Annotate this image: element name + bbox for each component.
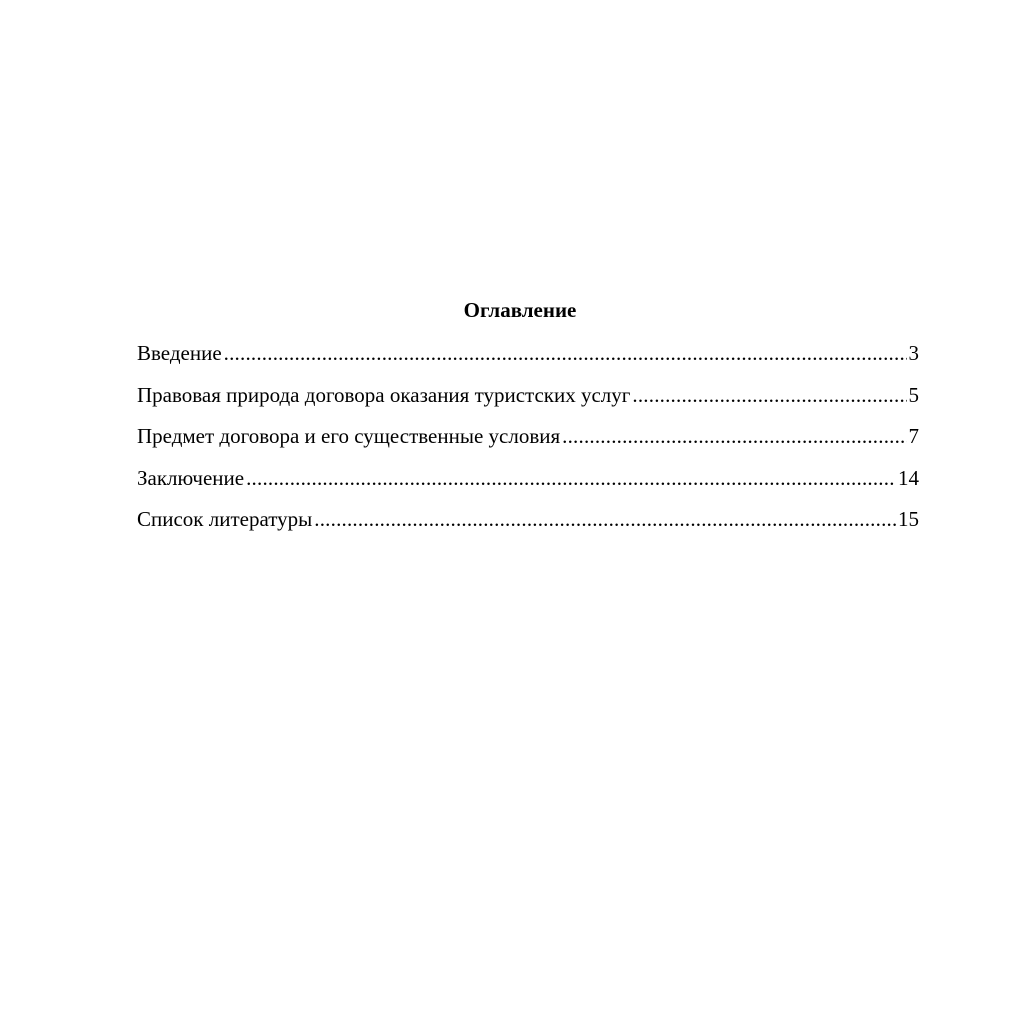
dot-leader xyxy=(246,464,896,492)
toc-entry-label: Список литературы xyxy=(137,507,313,531)
toc-entry-bibliography[interactable] xyxy=(137,505,919,547)
toc-entry-subject-of-contract[interactable] xyxy=(137,422,919,464)
dot-leader xyxy=(314,505,896,533)
toc-entry-conclusion[interactable] xyxy=(137,464,919,506)
toc-entry-label: Предмет договора и его существенные условия xyxy=(137,424,561,448)
dot-leader xyxy=(562,422,906,450)
toc-entry-introduction[interactable] xyxy=(137,339,919,381)
toc-title: Оглавление xyxy=(463,298,577,322)
toc-entry-legal-nature[interactable] xyxy=(137,381,919,423)
toc-entry-label: Заключение xyxy=(137,465,245,490)
dot-leader xyxy=(224,339,907,367)
table-of-contents xyxy=(137,339,919,547)
dot-leader xyxy=(632,381,906,409)
toc-entry-page-number: 5 xyxy=(908,382,919,407)
toc-entry-label: Введение xyxy=(137,341,222,365)
toc-entry-page-number: 14 xyxy=(898,465,919,490)
toc-entry-page-number: 3 xyxy=(908,341,919,365)
toc-entry-page-number: 7 xyxy=(908,424,919,448)
toc-entry-label: Правовая природа договора оказания туристских услуг xyxy=(137,382,631,407)
toc-entry-page-number: 15 xyxy=(898,507,919,531)
